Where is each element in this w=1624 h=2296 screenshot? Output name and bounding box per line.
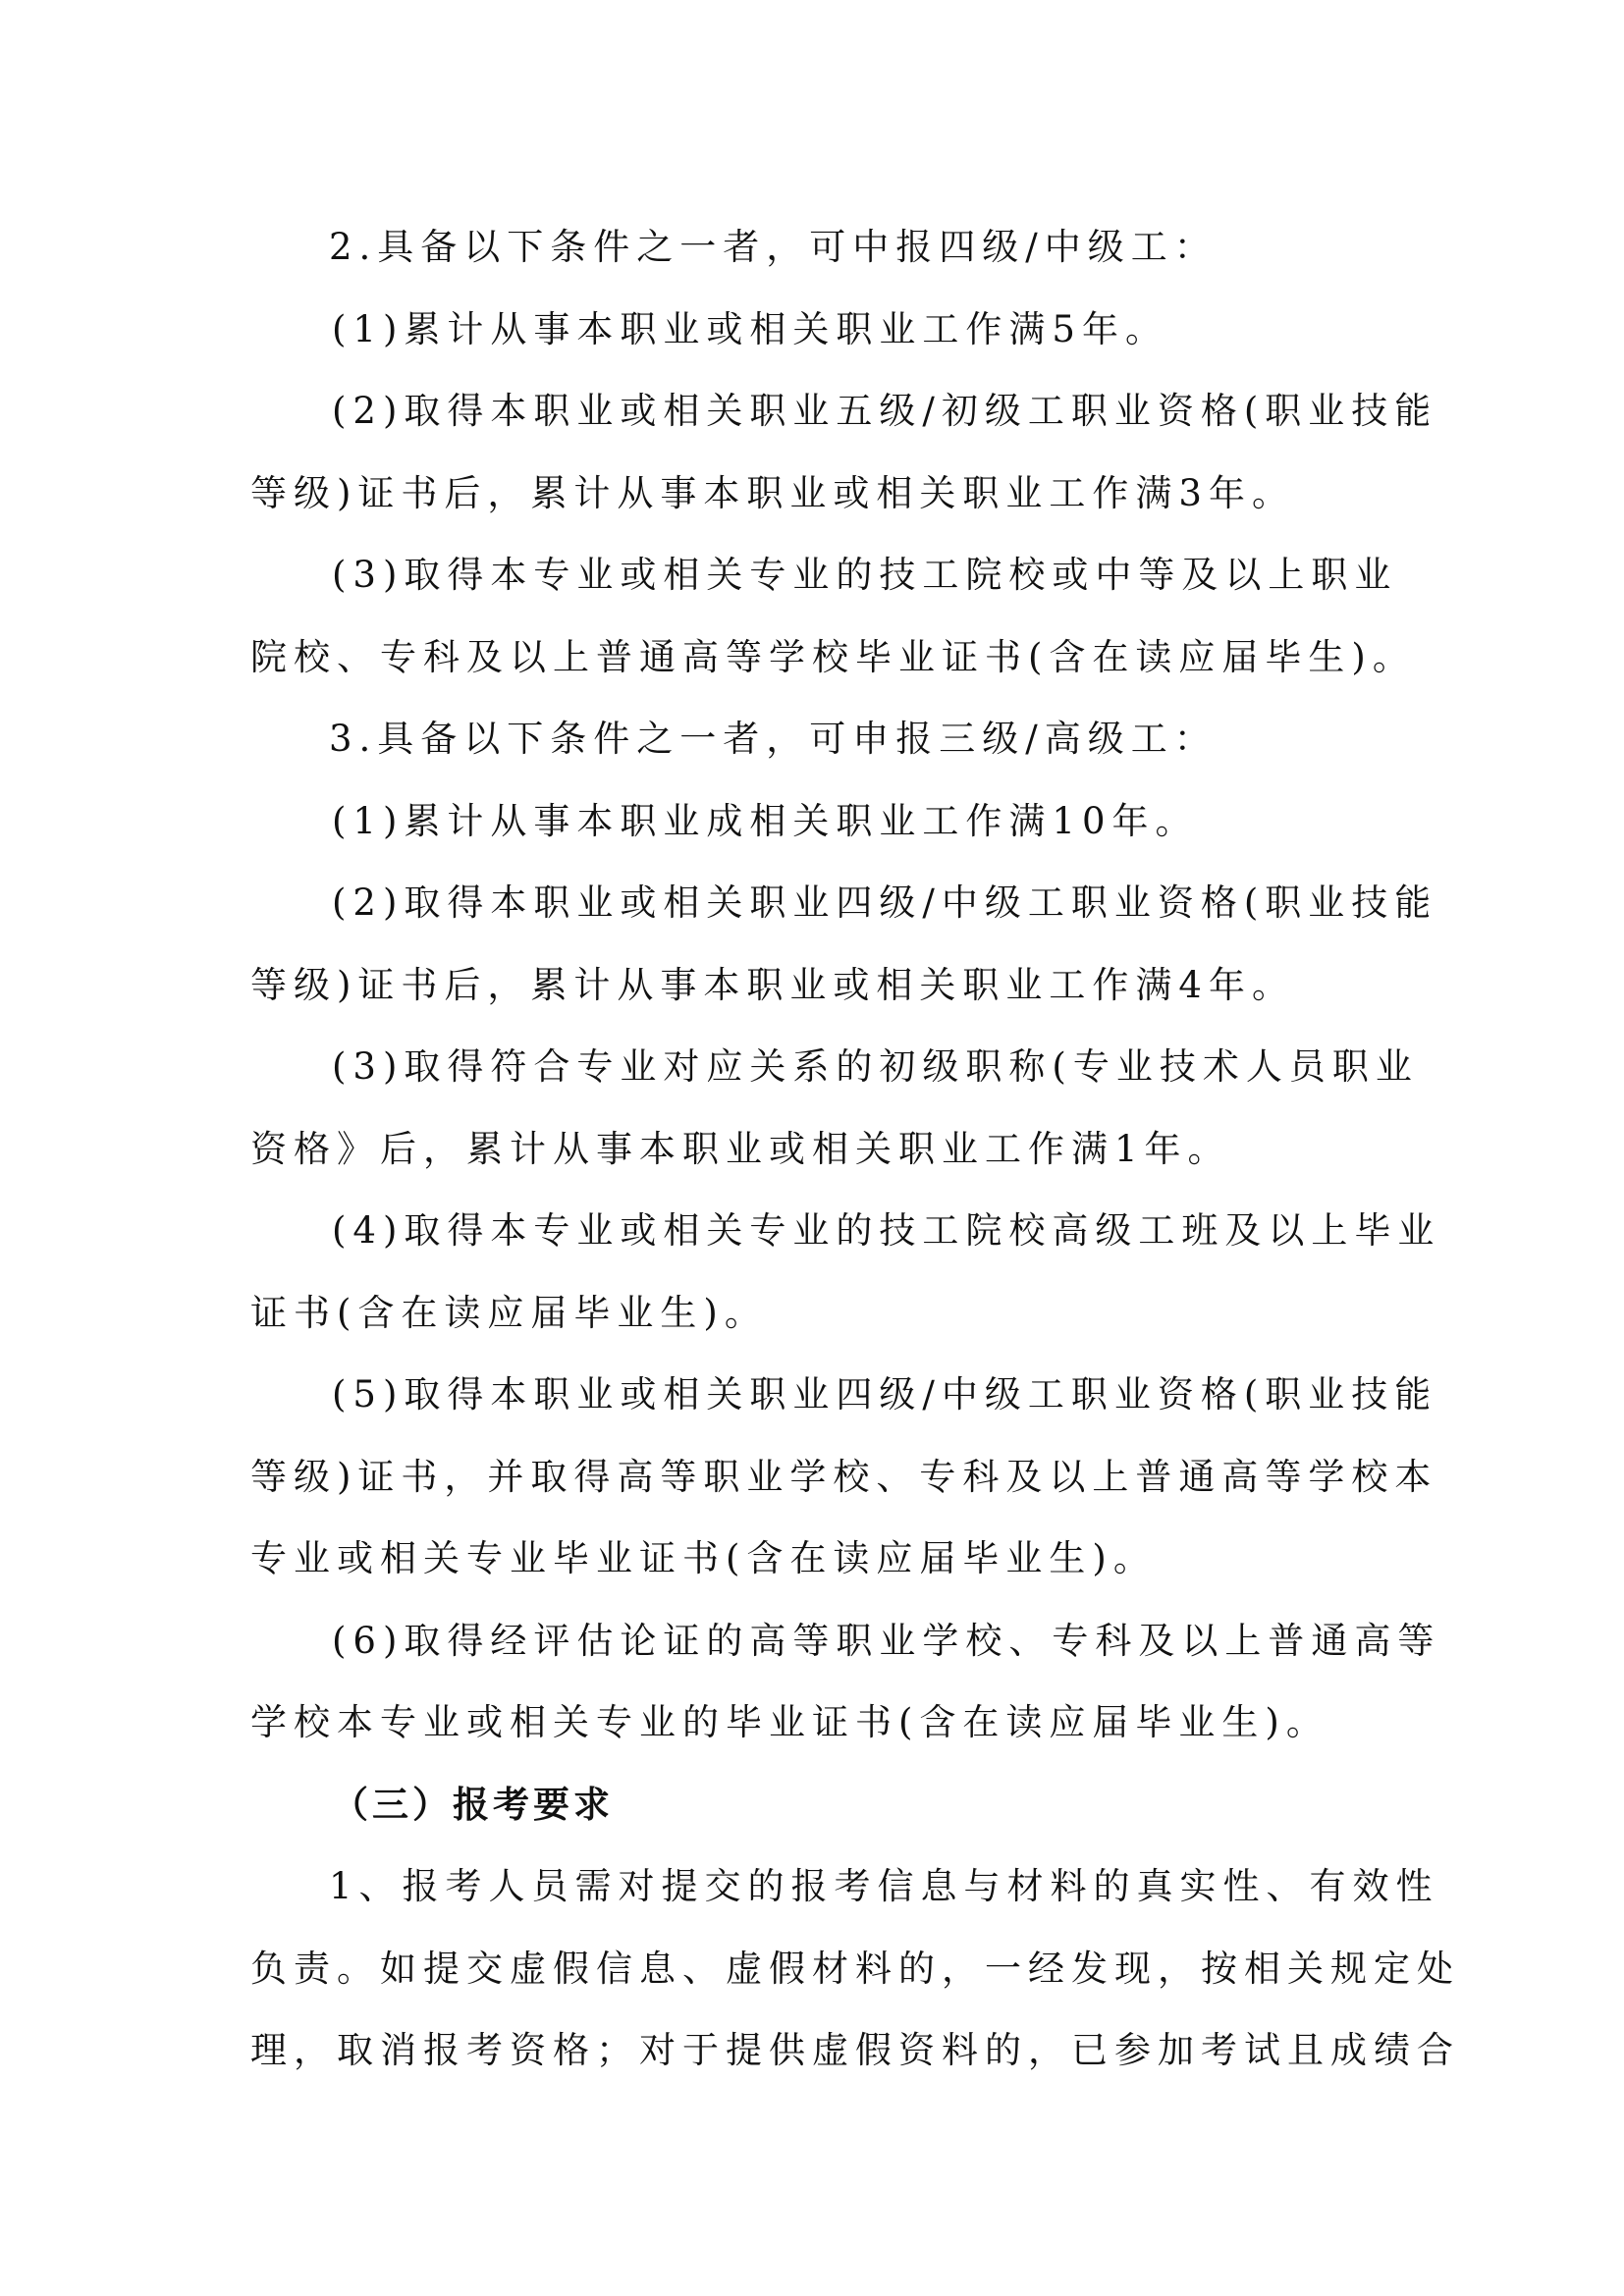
text-line: 等级)证书后，累计从事本职业或相关职业工作满4年。 — [250, 964, 1295, 1006]
text-line: 资格》后，累计从事本职业或相关职业工作满1年。 — [250, 1128, 1231, 1170]
text-line: (1)累计从事本职业或相关职业工作满5年。 — [332, 308, 1168, 350]
text-line: (2)取得本职业或相关职业五级/初级工职业资格(职业技能 — [332, 390, 1438, 432]
text-line: (1)累计从事本职业成相关职业工作满10年。 — [332, 800, 1199, 842]
text-line: (3)取得本专业或相关专业的技工院校或中等及以上职业 — [332, 554, 1398, 596]
text-line: (6)取得经评估论证的高等职业学校、专科及以上普通高等 — [332, 1620, 1441, 1662]
text-line: 等级)证书后，累计从事本职业或相关职业工作满3年。 — [250, 472, 1295, 514]
text-line: 3.具备以下条件之一者，可申报三级/高级工： — [329, 718, 1218, 760]
text-line: (4)取得本专业或相关专业的技工院校高级工班及以上毕业 — [332, 1209, 1441, 1252]
text-line: (2)取得本职业或相关职业四级/中级工职业资格(职业技能 — [332, 881, 1438, 924]
text-line: 2.具备以下条件之一者，可中报四级/中级工： — [329, 226, 1218, 268]
text-line: 等级)证书，并取得高等职业学校、专科及以上普通高等学校本 — [250, 1456, 1438, 1498]
text-line: (5)取得本职业或相关职业四级/中级工职业资格(职业技能 — [332, 1373, 1438, 1415]
text-line: 学校本专业或相关专业的毕业证书(含在读应届毕业生)。 — [250, 1701, 1329, 1743]
text-line: 证书(含在读应届毕业生)。 — [250, 1292, 768, 1334]
text-line: 院校、专科及以上普通高等学校毕业证书(含在读应届毕生)。 — [250, 636, 1416, 678]
text-line: 负责。如提交虚假信息、虚假材料的，一经发现，按相关规定处 — [250, 1948, 1460, 1990]
text-line: (3)取得符合专业对应关系的初级职称(专业技术人员职业 — [332, 1045, 1419, 1088]
section-heading: （三）报考要求 — [332, 1784, 614, 1826]
text-line: 专业或相关专业毕业证书(含在读应届毕业生)。 — [250, 1537, 1157, 1579]
text-line: 1、报考人员需对提交的报考信息与材料的真实性、有效性 — [329, 1865, 1439, 1907]
text-line: 理，取消报考资格；对于提供虚假资料的，已参加考试且成绩合 — [250, 2029, 1460, 2071]
